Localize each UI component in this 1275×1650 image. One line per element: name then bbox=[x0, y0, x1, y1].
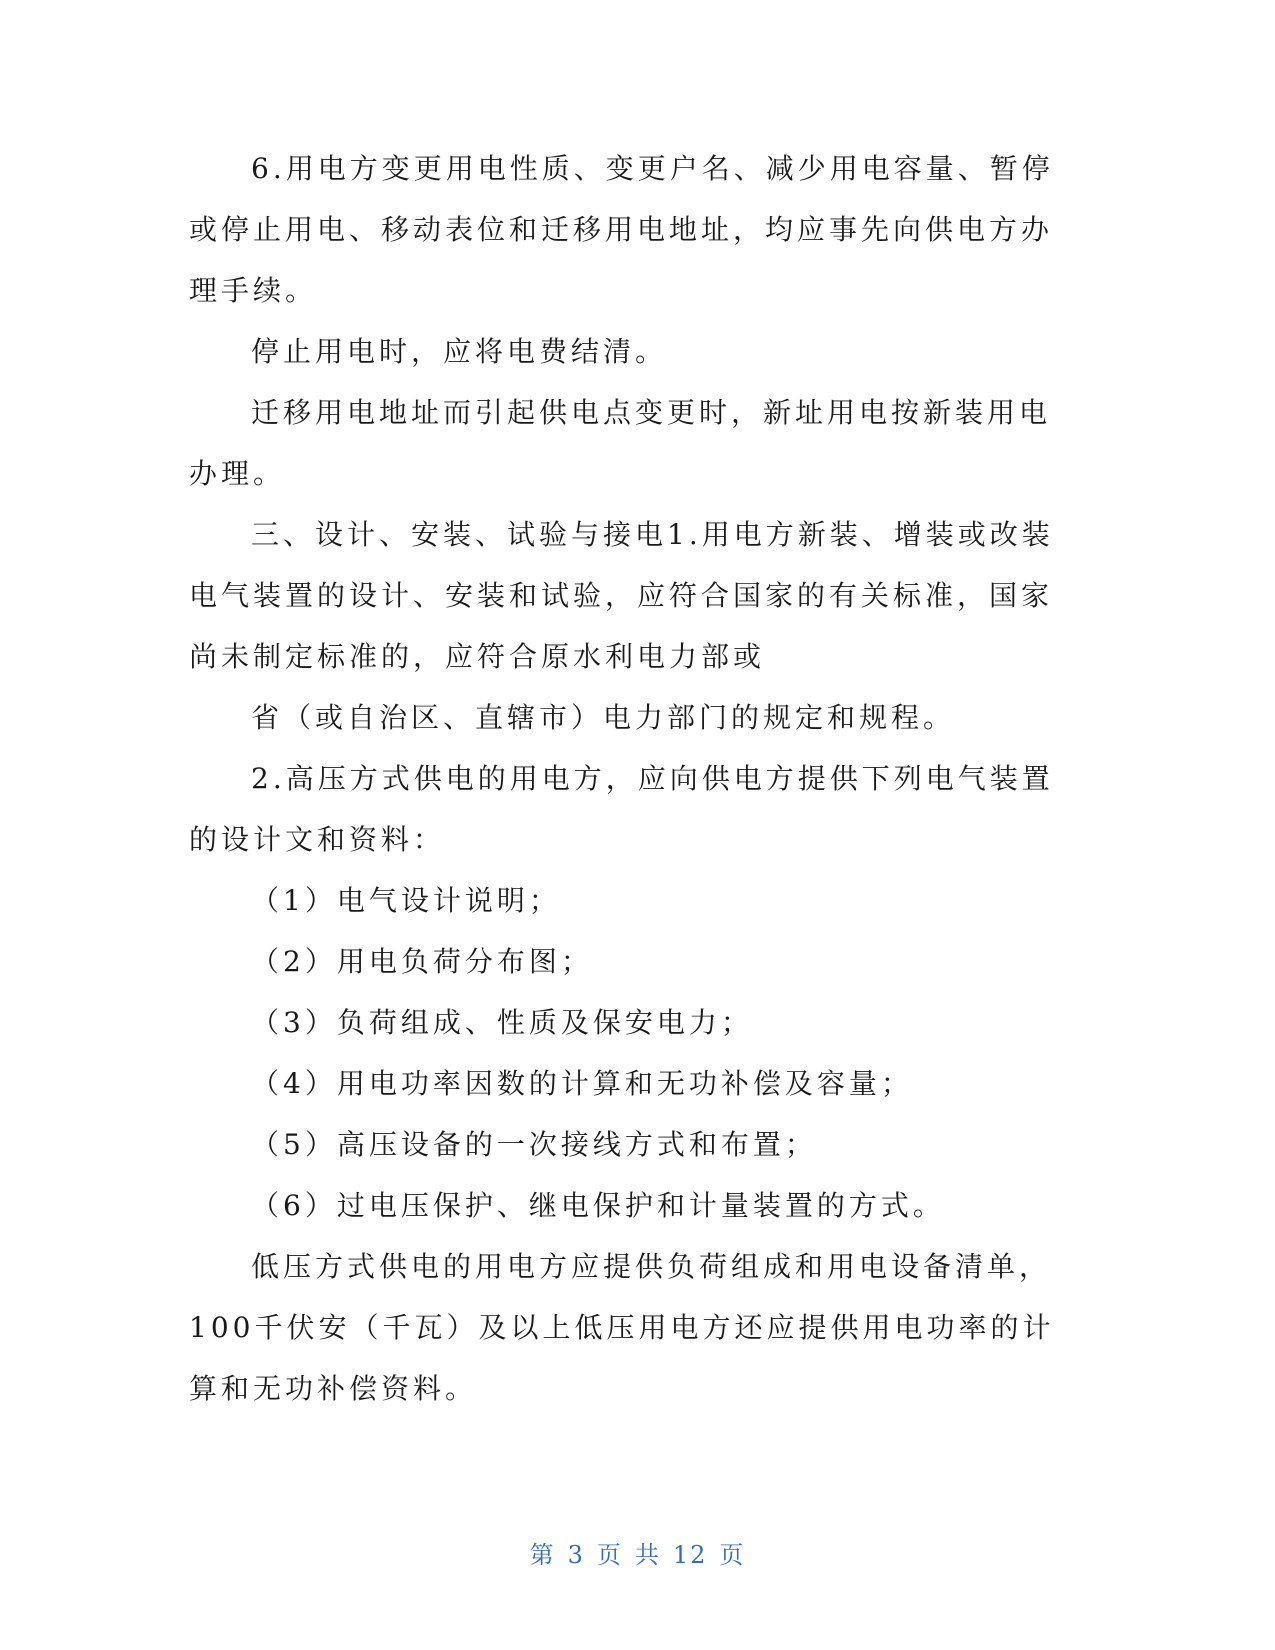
page-footer bbox=[0, 1535, 1275, 1570]
footer-current-page: 3 bbox=[567, 1541, 585, 1569]
list-item-2: （2）用电负荷分布图； bbox=[251, 945, 593, 978]
paragraph-relocation: 迁移用电地址而引起供电点变更时，新址用电按新装用电办理。 bbox=[189, 396, 1052, 490]
list-item-6: （6）过电压保护、继电保护和计量装置的方式。 bbox=[251, 1189, 945, 1222]
paragraph-settle-fees: 停止用电时，应将电费结清。 bbox=[251, 335, 668, 368]
paragraph-2-high-voltage: 2.高压方式供电的用电方，应向供电方提供下列电气装置的设计文和资料： bbox=[189, 762, 1054, 856]
paragraph-low-voltage: 低压方式供电的用电方应提供负荷组成和用电设备清单，100千伏安（千瓦）及以上低压用电方还应提供用电功率的计算和无功补偿资料。 bbox=[189, 1250, 1055, 1405]
document-body bbox=[189, 138, 1059, 1419]
footer-prefix: 第 bbox=[529, 1541, 556, 1569]
footer-page-end-label: 页 bbox=[719, 1541, 746, 1569]
list-item-5: （5）高压设备的一次接线方式和布置； bbox=[251, 1128, 817, 1161]
list-item-3: （3）负荷组成、性质及保安电力； bbox=[251, 1006, 753, 1039]
footer-page-label: 页 bbox=[596, 1541, 623, 1569]
footer-total-label: 共 bbox=[634, 1541, 661, 1569]
paragraph-section-3-design: 三、设计、安装、试验与接电1.用电方新装、增装或改装电气装置的设计、安装和试验，应符合国家的有关标准，国家尚未制定标准的，应符合原水利电力部或 bbox=[189, 518, 1054, 673]
list-item-1: （1）电气设计说明； bbox=[251, 884, 561, 917]
paragraph-6-change-of-use: 6.用电方变更用电性质、变更户名、减少用电容量、暂停或停止用电、移动表位和迁移用电地址，均应事先向供电方办理手续。 bbox=[189, 152, 1054, 307]
list-item-4: （4）用电功率因数的计算和无功补偿及容量； bbox=[251, 1067, 913, 1100]
footer-total-pages: 12 bbox=[672, 1541, 708, 1569]
paragraph-provincial-rules: 省（或自治区、直辖市）电力部门的规定和规程。 bbox=[251, 701, 956, 734]
